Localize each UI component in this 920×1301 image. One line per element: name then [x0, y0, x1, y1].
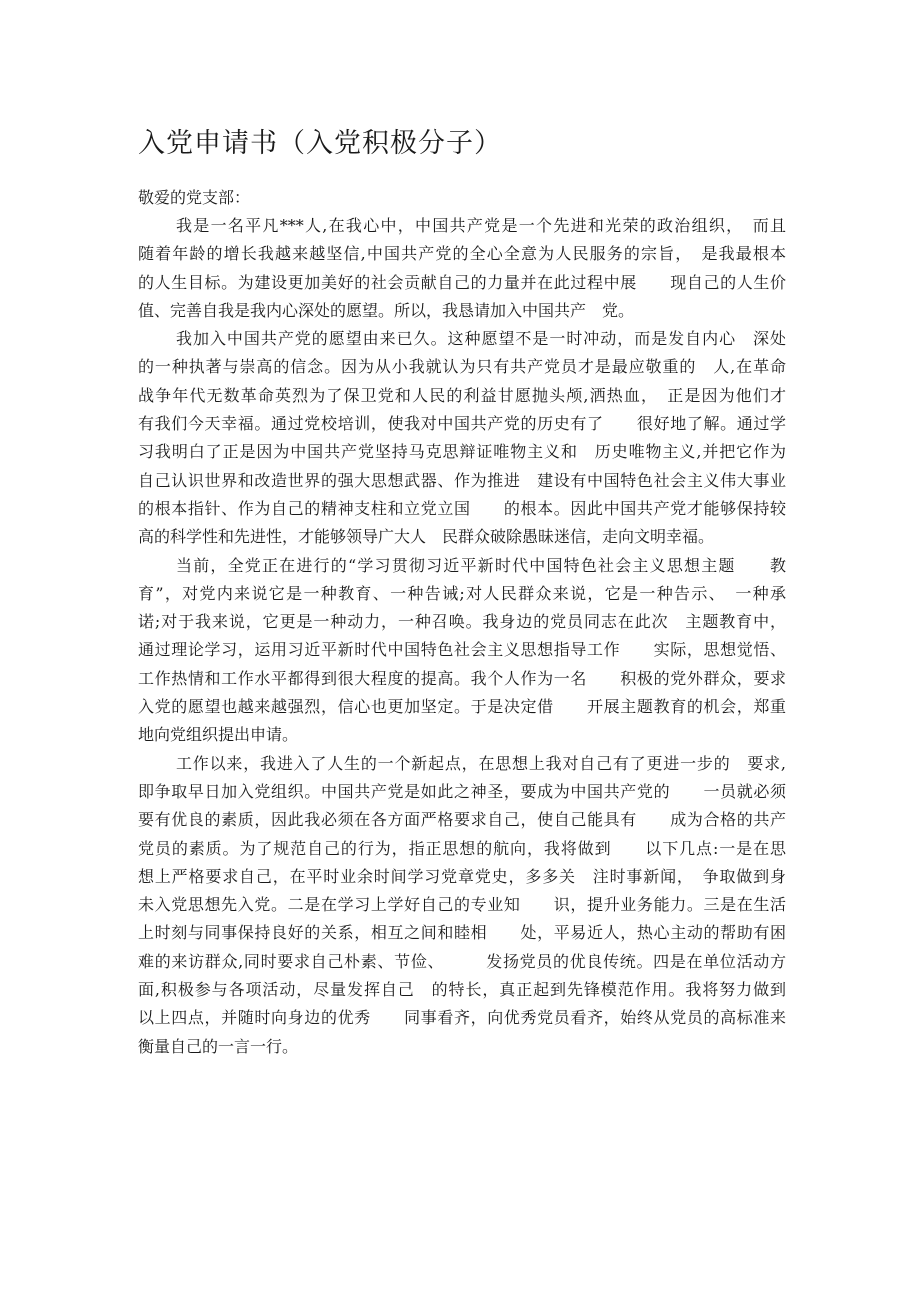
- paragraph: [138, 325, 786, 551]
- paragraph-line: 高的科学性和先进性，才能够领导广大人 民群众破除愚昧迷信，走向文明幸福。: [138, 527, 715, 547]
- paragraph: [138, 212, 786, 325]
- paragraph-line: 党员的素质。为了规范自己的行为，指正思想的航向，我将做到 以下几点:一是在思: [138, 838, 786, 858]
- paragraph-line: 要有优良的素质，因此我必须在各方面严格要求自己，使自己能具有 成为合格的共产: [138, 810, 786, 830]
- paragraph-line: 想上严格要求自己，在平时业余时间学习党章党史，多多关 注时事新闻， 争取做到身: [138, 866, 786, 886]
- paragraph-line: 上时刻与同事保持良好的关系，相互之间和睦相 处，平易近人，热心主动的帮助有困: [138, 923, 786, 943]
- paragraph-line: 入党的愿望也越来越强烈，信心也更加坚定。于是决定借 开展主题教育的机会，郑重: [138, 697, 786, 717]
- salutation: 敬爱的党支部：: [138, 188, 251, 207]
- paragraph-line: 值、完善自我是我内心深处的愿望。所以，我恳请加入中国共产 党。: [138, 300, 635, 320]
- paragraph-line: 未入党思想先入党。二是在学习上学好自己的专业知 识，提升业务能力。三是在生活: [138, 895, 786, 915]
- document-body: [138, 184, 786, 1061]
- paragraph-line: 有我们今天幸福。通过党校培训，使我对中国共产党的历史有了 很好地了解。通过学: [138, 414, 786, 434]
- paragraph-line: 工作热情和工作水平都得到很大程度的提高。我个人作为一名 积极的党外群众，要求: [138, 668, 786, 688]
- paragraph-line: 自己认识世界和改造世界的强大思想武器、作为推进 建设有中国特色社会主义伟大事业: [138, 470, 786, 490]
- paragraph-line: 我加入中国共产党的愿望由来已久。这种愿望不是一时冲动，而是发自内心 深处: [176, 329, 786, 349]
- paragraph-line: 以上四点，并随时向身边的优秀 同事看齐，向优秀党员看齐，始终从党员的高标准来: [138, 1008, 786, 1028]
- paragraph-line: 育”，对党内来说它是一种教育、一种告诫;对人民群众来说，它是一种告示、 一种承: [138, 583, 786, 603]
- paragraph: [138, 750, 786, 1061]
- paragraph-line: 通过理论学习，运用习近平新时代中国特色社会主义思想指导工作 实际，思想觉悟、: [138, 640, 786, 660]
- document-title: 入党申请书（入党积极分子）: [138, 128, 502, 159]
- paragraph-line: 当前，全党正在进行的“学习贯彻习近平新时代中国特色社会主义思想主题 教: [176, 555, 786, 575]
- paragraph-line: 即争取早日加入党组织。中国共产党是如此之神圣，要成为中国共产党的 一员就必须: [138, 781, 786, 801]
- paragraph: [138, 552, 786, 750]
- paragraph-line: 地向党组织提出申请。: [138, 725, 299, 745]
- paragraph-line: 工作以来，我进入了人生的一个新起点，在思想上我对自己有了更进一步的 要求,: [176, 753, 786, 773]
- paragraph-line: 面,积极参与各项活动，尽量发挥自己 的特长，真正起到先锋模范作用。我将努力做到: [138, 980, 786, 1000]
- paragraph-line: 的人生目标。为建设更加美好的社会贡献自己的力量并在此过程中展 现自己的人生价: [138, 272, 786, 292]
- paragraph-line: 随着年龄的增长我越来越坚信,中国共产党的全心全意为人民服务的宗旨， 是我最根本: [138, 244, 786, 264]
- paragraph-line: 战争年代无数革命英烈为了保卫党和人民的利益甘愿抛头颅,洒热血， 正是因为他们才: [138, 385, 786, 405]
- paragraph-line: 的一种执著与崇高的信念。因为从小我就认为只有共产党员才是最应敬重的 人,在革命: [138, 357, 786, 377]
- paragraph-line: 衡量自己的一言一行。: [138, 1036, 299, 1056]
- paragraph-line: 难的来访群众,同时要求自己朴素、节俭、 发扬党员的优良传统。四是在单位活动方: [138, 951, 786, 971]
- paragraph-container: [138, 212, 786, 1061]
- paragraph-line: 的根本指针、作为自己的精神支柱和立党立国 的根本。因此中国共产党才能够保持较: [138, 498, 786, 518]
- paragraph-line: 诺;对于我来说，它更是一种动力，一种召唤。我身边的党员同志在此次 主题教育中，: [138, 612, 786, 632]
- paragraph-line: 习我明白了正是因为中国共产党坚持马克思辩证唯物主义和 历史唯物主义,并把它作为: [138, 442, 786, 462]
- paragraph-line: 我是一名平凡***人,在我心中，中国共产党是一个先进和光荣的政治组织， 而且: [176, 216, 786, 235]
